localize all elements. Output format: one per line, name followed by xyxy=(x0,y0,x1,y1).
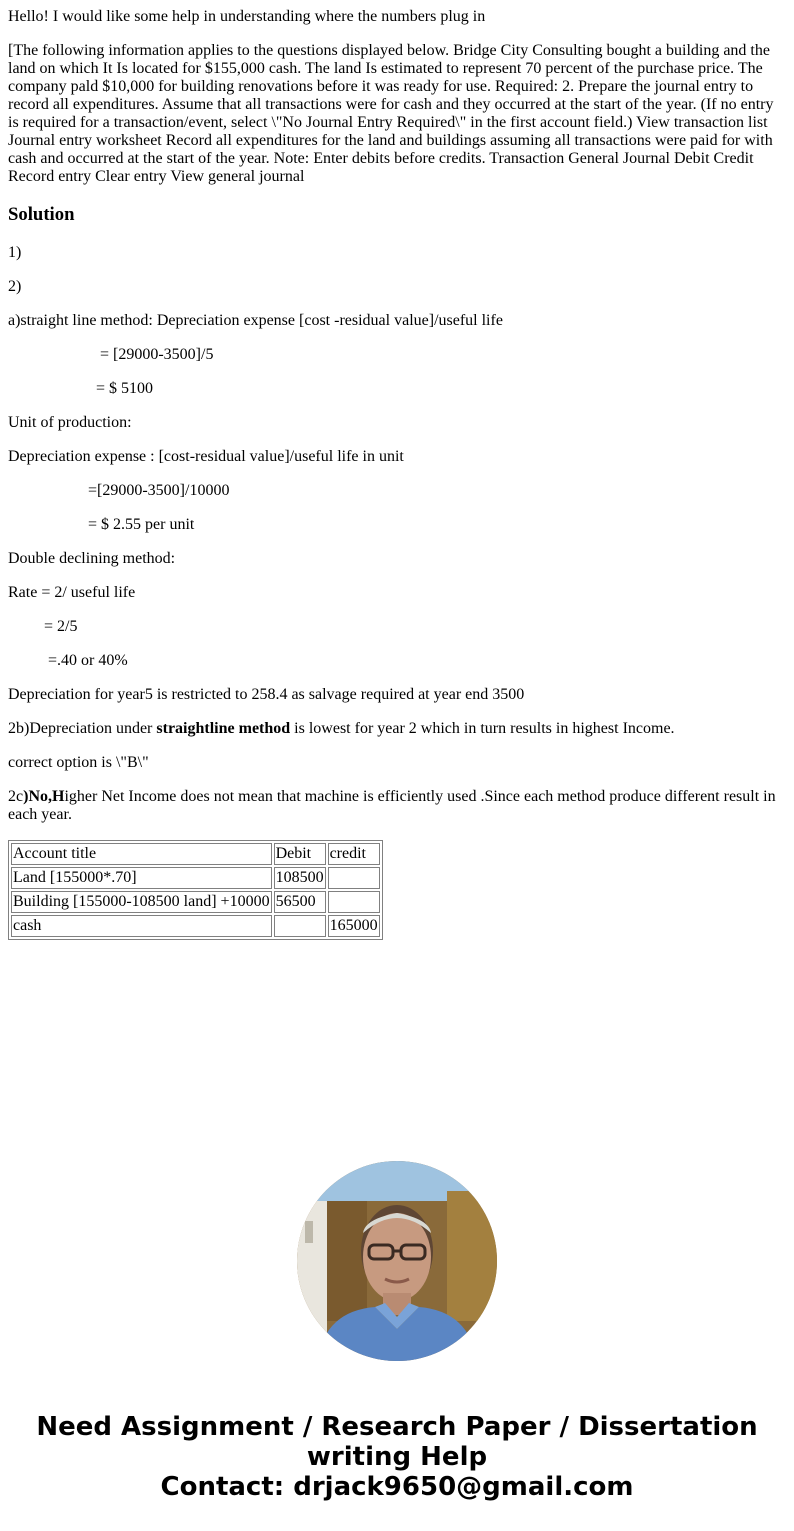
uop-eq2: = $ 2.55 per unit xyxy=(88,516,195,533)
credit-cell: 165000 xyxy=(328,915,380,937)
uop-eq1: =[29000-3500]/10000 xyxy=(88,482,230,499)
answer-2c-bold: )No,H xyxy=(23,788,65,805)
answer-2b xyxy=(8,720,786,738)
debit-cell xyxy=(274,915,326,937)
footer-line-1: Need Assignment / Research Paper / Dissertation xyxy=(36,1412,758,1442)
author-avatar xyxy=(297,1161,497,1361)
straight-line-eq2: = $ 5100 xyxy=(96,380,154,397)
account-cell: Building [155000-108500 land] +10000 xyxy=(11,891,272,913)
question-body: [The following information applies to the questions displayed below. Bridge City Consulting bought a building and the land on which It Is located for $155,000 cash. The land Is estimated to represent 70 percent of the purchase price. The company pald $10,000 for building renovations before it was ready for use. Required: 2. Prepare the journal entry to record all expenditures. Assume that all transactions were for cash and they occurred at the start of the year. (If no entry is required for a transaction/event, select \"No Journal Entry Required\" in the first account field.) View transaction list Journal entry worksheet Record all expenditures for the land and buildings assuming all transactions were paid for with cash and occurred at the start of the year. Note: Enter debits before credits. Transaction General Journal Debit Credit Record entry Clear entry View general journal xyxy=(8,42,774,185)
straight-line-eq1: = [29000-3500]/5 xyxy=(100,346,214,363)
account-cell: cash xyxy=(11,915,272,937)
answer-1: 1) xyxy=(8,244,22,261)
table-row xyxy=(11,891,380,913)
answer-2b-suffix: is lowest for year 2 which in turn results in highest Income. xyxy=(290,720,675,737)
header-credit: credit xyxy=(328,843,380,865)
account-cell: Land [155000*.70] xyxy=(11,867,272,889)
answer-2b-prefix: 2b)Depreciation under xyxy=(8,720,157,737)
answer-2c xyxy=(8,788,786,824)
header-debit: Debit xyxy=(274,843,326,865)
debit-cell: 56500 xyxy=(274,891,326,913)
ddb-rate: Rate = 2/ useful life xyxy=(8,584,136,601)
answer-2: 2) xyxy=(8,278,22,295)
table-header-row xyxy=(11,843,380,865)
answer-2c-suffix: igher Net Income does not mean that machine is efficiently used .Since each method produce different result in each year. xyxy=(8,788,776,823)
table-row xyxy=(11,867,380,889)
answer-2b-bold: straightline method xyxy=(156,720,291,737)
question-intro: Hello! I would like some help in understanding where the numbers plug in xyxy=(8,8,486,25)
ddb-title: Double declining method: xyxy=(8,550,176,567)
answer-2c-prefix: 2c xyxy=(8,788,24,805)
solution-heading: Solution xyxy=(8,204,75,225)
document-content xyxy=(0,8,794,940)
credit-cell xyxy=(328,891,380,913)
ddb-eq1: = 2/5 xyxy=(44,618,78,635)
author-photo xyxy=(297,1161,497,1361)
journal-entry-table xyxy=(8,840,383,940)
promo-footer xyxy=(0,1412,794,1502)
ddb-note: Depreciation for year5 is restricted to 258.4 as salvage required at year end 3500 xyxy=(8,686,525,703)
uop-title: Unit of production: xyxy=(8,414,132,431)
credit-cell xyxy=(328,867,380,889)
uop-formula: Depreciation expense : [cost-residual value]/useful life in unit xyxy=(8,448,404,465)
footer-contact: Contact: drjack9650@gmail.com xyxy=(160,1472,634,1502)
correct-option: correct option is \"B\" xyxy=(8,754,149,771)
footer-line-2: writing Help xyxy=(306,1442,488,1472)
ddb-eq2: =.40 or 40% xyxy=(48,652,128,669)
debit-cell: 108500 xyxy=(274,867,326,889)
table-row xyxy=(11,915,380,937)
straight-line-title: a)straight line method: Depreciation expense [cost -residual value]/useful life xyxy=(8,312,503,329)
header-account-title: Account title xyxy=(11,843,272,865)
